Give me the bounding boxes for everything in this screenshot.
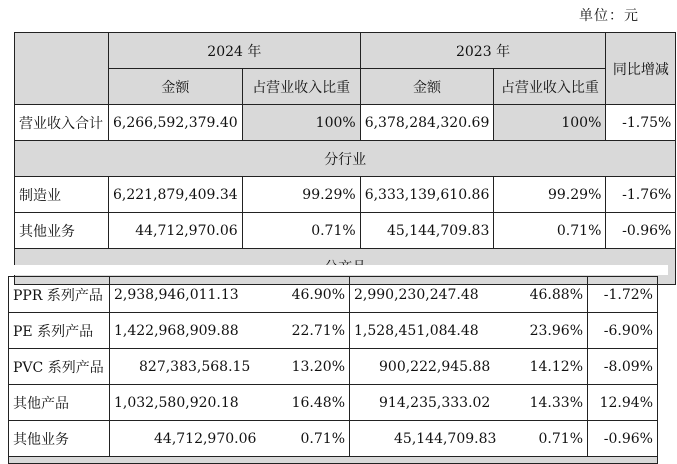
amount-2023: 45,144,709.83 [360, 213, 494, 249]
share-2024: 13.20% [291, 358, 345, 375]
share-2023: 14.12% [529, 358, 583, 375]
amount-share-2024 [110, 313, 350, 349]
row-label: 其他业务 [9, 421, 110, 457]
header-blank-cell [15, 33, 109, 105]
header-amount-2023: 金额 [360, 69, 494, 105]
amount-share-2023 [350, 349, 588, 385]
revenue-table-top [14, 32, 676, 285]
share-2024: 22.71% [291, 322, 345, 339]
share-2024: 0.71% [242, 213, 360, 249]
header-year-2023: 2023 年 [360, 33, 606, 69]
amount-2024: 44,712,970.06 [109, 213, 243, 249]
amount-share-2024 [110, 277, 350, 313]
yoy-change: 12.94% [588, 385, 658, 421]
table-row [15, 177, 676, 213]
amount-2024: 44,712,970.06 [154, 430, 257, 447]
amount-2024: 2,938,946,011.13 [114, 286, 239, 303]
share-2023: 0.71% [494, 213, 606, 249]
amount-2023: 6,333,139,610.86 [360, 177, 494, 213]
amount-2023: 6,378,284,320.69 [360, 105, 494, 141]
header-share-2024: 占营业收入比重 [242, 69, 360, 105]
table-row [9, 421, 658, 457]
row-label: PE 系列产品 [9, 313, 110, 349]
yoy-change: -8.09% [588, 349, 658, 385]
amount-2024: 6,266,592,379.40 [109, 105, 243, 141]
amount-share-2024 [110, 385, 350, 421]
amount-2023: 45,144,709.83 [394, 430, 497, 447]
share-2024: 100% [242, 105, 360, 141]
header-year-2024: 2024 年 [109, 33, 361, 69]
amount-2024: 1,032,580,920.18 [114, 394, 239, 411]
amount-2023: 1,528,451,084.48 [354, 322, 479, 339]
row-label: 制造业 [15, 177, 109, 213]
header-yoy: 同比增减 [606, 33, 676, 105]
amount-share-2023 [350, 277, 588, 313]
revenue-table-products [8, 276, 658, 464]
amount-share-2024 [110, 349, 350, 385]
table-row [9, 277, 658, 313]
share-2024: 0.71% [300, 430, 345, 447]
amount-2023: 2,990,230,247.48 [354, 286, 479, 303]
share-2023: 14.33% [529, 394, 583, 411]
share-2024: 46.90% [291, 286, 345, 303]
table-row [15, 213, 676, 249]
table-row [9, 385, 658, 421]
amount-share-2023 [350, 385, 588, 421]
bottom-shaded-strip [9, 457, 658, 464]
header-amount-2024: 金额 [109, 69, 243, 105]
amount-share-2023 [350, 421, 588, 457]
row-label: 其他业务 [15, 213, 109, 249]
row-label: PPR 系列产品 [9, 277, 110, 313]
row-label: 其他产品 [9, 385, 110, 421]
amount-2024: 6,221,879,409.34 [109, 177, 243, 213]
yoy-change: -1.75% [606, 105, 676, 141]
amount-2023: 914,235,333.02 [379, 394, 491, 411]
header-row-years [15, 33, 676, 69]
table-bottom-strip [9, 457, 658, 464]
unit-label: 单位：元 [579, 8, 639, 24]
table-row [9, 349, 658, 385]
yoy-change: -0.96% [588, 421, 658, 457]
section-row-industry [15, 141, 676, 177]
share-2023: 99.29% [494, 177, 606, 213]
header-share-2023: 占营业收入比重 [494, 69, 606, 105]
row-label: 营业收入合计 [15, 105, 109, 141]
share-2023: 46.88% [529, 286, 583, 303]
amount-share-2024 [110, 421, 350, 457]
page-break-gap [8, 265, 668, 275]
yoy-change: -0.96% [606, 213, 676, 249]
table-row [9, 313, 658, 349]
row-label: PVC 系列产品 [9, 349, 110, 385]
table-row-total [15, 105, 676, 141]
share-2024: 99.29% [242, 177, 360, 213]
share-2024: 16.48% [291, 394, 345, 411]
yoy-change: -1.76% [606, 177, 676, 213]
amount-2024: 827,383,568.15 [139, 358, 251, 375]
amount-2024: 1,422,968,909.88 [114, 322, 239, 339]
share-2023: 23.96% [529, 322, 583, 339]
amount-share-2023 [350, 313, 588, 349]
section-title-industry: 分行业 [15, 141, 676, 177]
share-2023: 100% [494, 105, 606, 141]
amount-2023: 900,222,945.88 [379, 358, 491, 375]
yoy-change: -6.90% [588, 313, 658, 349]
share-2023: 0.71% [538, 430, 583, 447]
yoy-change: -1.72% [588, 277, 658, 313]
header-row-columns [15, 69, 676, 105]
